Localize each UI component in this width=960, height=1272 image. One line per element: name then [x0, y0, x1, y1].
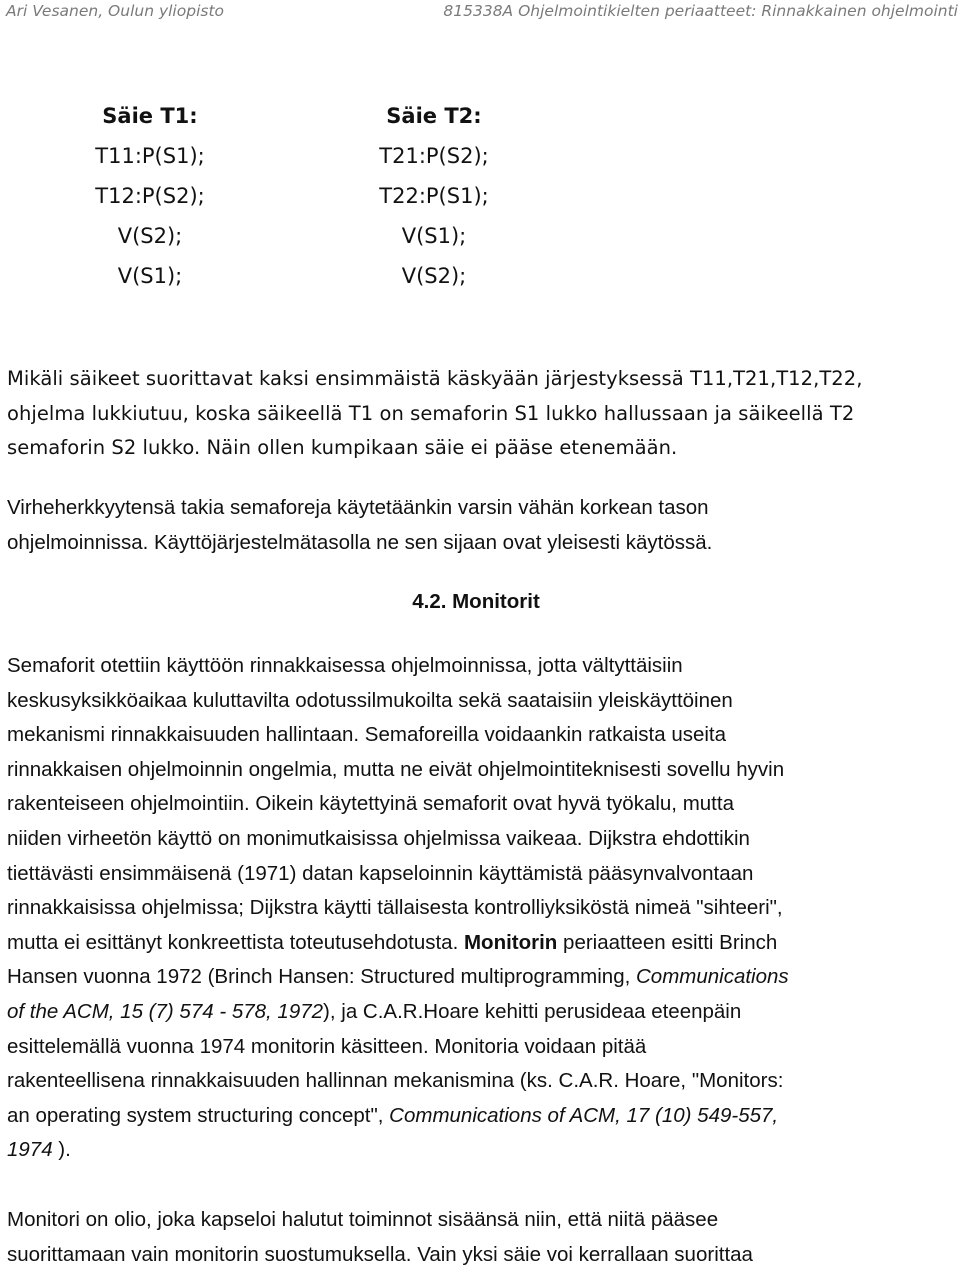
text-segment: periaatteen esitti Brinch [557, 930, 778, 954]
text-line: mekanismi rinnakkaisuuden hallintaan. Semaforeilla voidaankin ratkaista useita [7, 723, 727, 747]
section-heading-text: 4.2. Monitorit [412, 590, 540, 613]
paragraph-monitor-definition [7, 1203, 957, 1272]
code-line: V(S2); [117, 224, 183, 248]
section-heading [0, 590, 960, 614]
text-line: rinnakkaisen ohjelmoinnin ongelmia, mutta ne eivät ohjelmointiteknisesti sovellu hyvin [7, 757, 785, 781]
thread-t2-title: Säie T2: [386, 104, 482, 128]
bold-term-monitorin: Monitorin [463, 930, 558, 954]
paragraph-monitors [7, 649, 957, 1168]
italic-citation: of the ACM, 15 (7) 574 - 578, 1972 [7, 999, 324, 1023]
text-line: Monitori on olio, joka kapseloi halutut toiminnot sisäänsä niin, että niitä pääsee [7, 1208, 719, 1231]
text-line: suorittamaan vain monitorin suostumuksella. Vain yksi säie voi kerrallaan suorittaa [7, 1242, 753, 1266]
text-segment: an operating system structuring concept", [7, 1103, 390, 1127]
text-segment: ), ja C.A.R.Hoare kehitti perusideaa eteenpäin [323, 999, 742, 1023]
paragraph-semaphore-usage [7, 491, 957, 560]
text-line: Mikäli säikeet suorittavat kaksi ensimmäistä käskyään järjestyksessä T11,T21,T12,T22, [7, 367, 863, 390]
text-segment: Hansen vuonna 1972 (Brinch Hansen: Structured multiprogramming, [7, 965, 636, 989]
code-line: V(S1); [117, 264, 183, 288]
text-line [7, 1133, 957, 1168]
code-line: T21:P(S2); [379, 144, 489, 168]
thread-t1-title: Säie T1: [102, 104, 198, 128]
italic-citation: Communications [636, 965, 789, 989]
text-segment: mutta ei esittänyt konkreettista toteutusehdotusta. [7, 930, 464, 954]
text-line: esittelemällä vuonna 1974 monitorin käsitteen. Monitoria voidaan pitää [7, 1034, 647, 1058]
text-line: rakenteiseen ohjelmointiin. Oikein käytettyinä semaforit ovat hyvä työkalu, mutta [7, 792, 734, 816]
code-thread-t1 [95, 96, 205, 296]
header-course: 815338A Ohjelmointikielten periaatteet: Rinnakkainen ohjelmointi [443, 2, 958, 20]
italic-citation: 1974 [7, 1138, 53, 1162]
code-line: T22:P(S1); [379, 184, 489, 208]
text-line: keskusyksikköaikaa kuluttavilta odotussilmukoilta sekä saataisiin yleiskäyttöinen [7, 688, 733, 712]
header-author: Ari Vesanen, Oulun yliopisto [6, 2, 225, 20]
text-line [7, 1099, 957, 1134]
code-line: T12:P(S2); [95, 184, 205, 208]
code-line: V(S2); [401, 264, 467, 288]
italic-citation: Communications of ACM, 17 (10) 549-557, [389, 1103, 779, 1127]
text-line: rakenteellisena rinnakkaisuuden hallinnan mekanismina (ks. C.A.R. Hoare, "Monitors: [7, 1069, 784, 1093]
paragraph-deadlock [7, 362, 957, 466]
text-segment: ). [52, 1138, 71, 1162]
text-line: tiettävästi ensimmäisenä (1971) datan kapseloinnin käyttämistä pääsynvalvontaan [7, 861, 754, 885]
text-line: rinnakkaisissa ohjelmissa; Dijkstra käytti tällaisesta kontrolliyksiköstä nimeä "sihteeri", [7, 896, 783, 920]
text-line: Semaforit otettiin käyttöön rinnakkaisessa ohjelmoinnissa, jotta vältyttäisiin [7, 654, 683, 677]
text-line: ohjelma lukkiutuu, koska säikeellä T1 on semaforin S1 lukko hallussaan ja säikeellä T2 [7, 401, 855, 425]
code-line: V(S1); [401, 224, 467, 248]
text-line [7, 960, 957, 995]
text-line: Virheherkkyytensä takia semaforeja käytetäänkin varsin vähän korkean tason [7, 496, 709, 519]
page-header [0, 0, 960, 24]
code-line: T11:P(S1); [95, 144, 205, 168]
text-line: semaforin S2 lukko. Näin ollen kumpikaan säie ei pääse etenemään. [7, 436, 678, 460]
code-thread-t2 [375, 96, 493, 296]
text-line: ohjelmoinnissa. Käyttöjärjestelmätasolla ne sen sijaan ovat yleisesti käytössä. [7, 530, 713, 554]
text-line [7, 995, 957, 1030]
text-line: niiden virheetön käyttö on monimutkaisissa ohjelmissa vaikeaa. Dijkstra ehdottikin [7, 826, 750, 850]
text-line [7, 926, 957, 961]
